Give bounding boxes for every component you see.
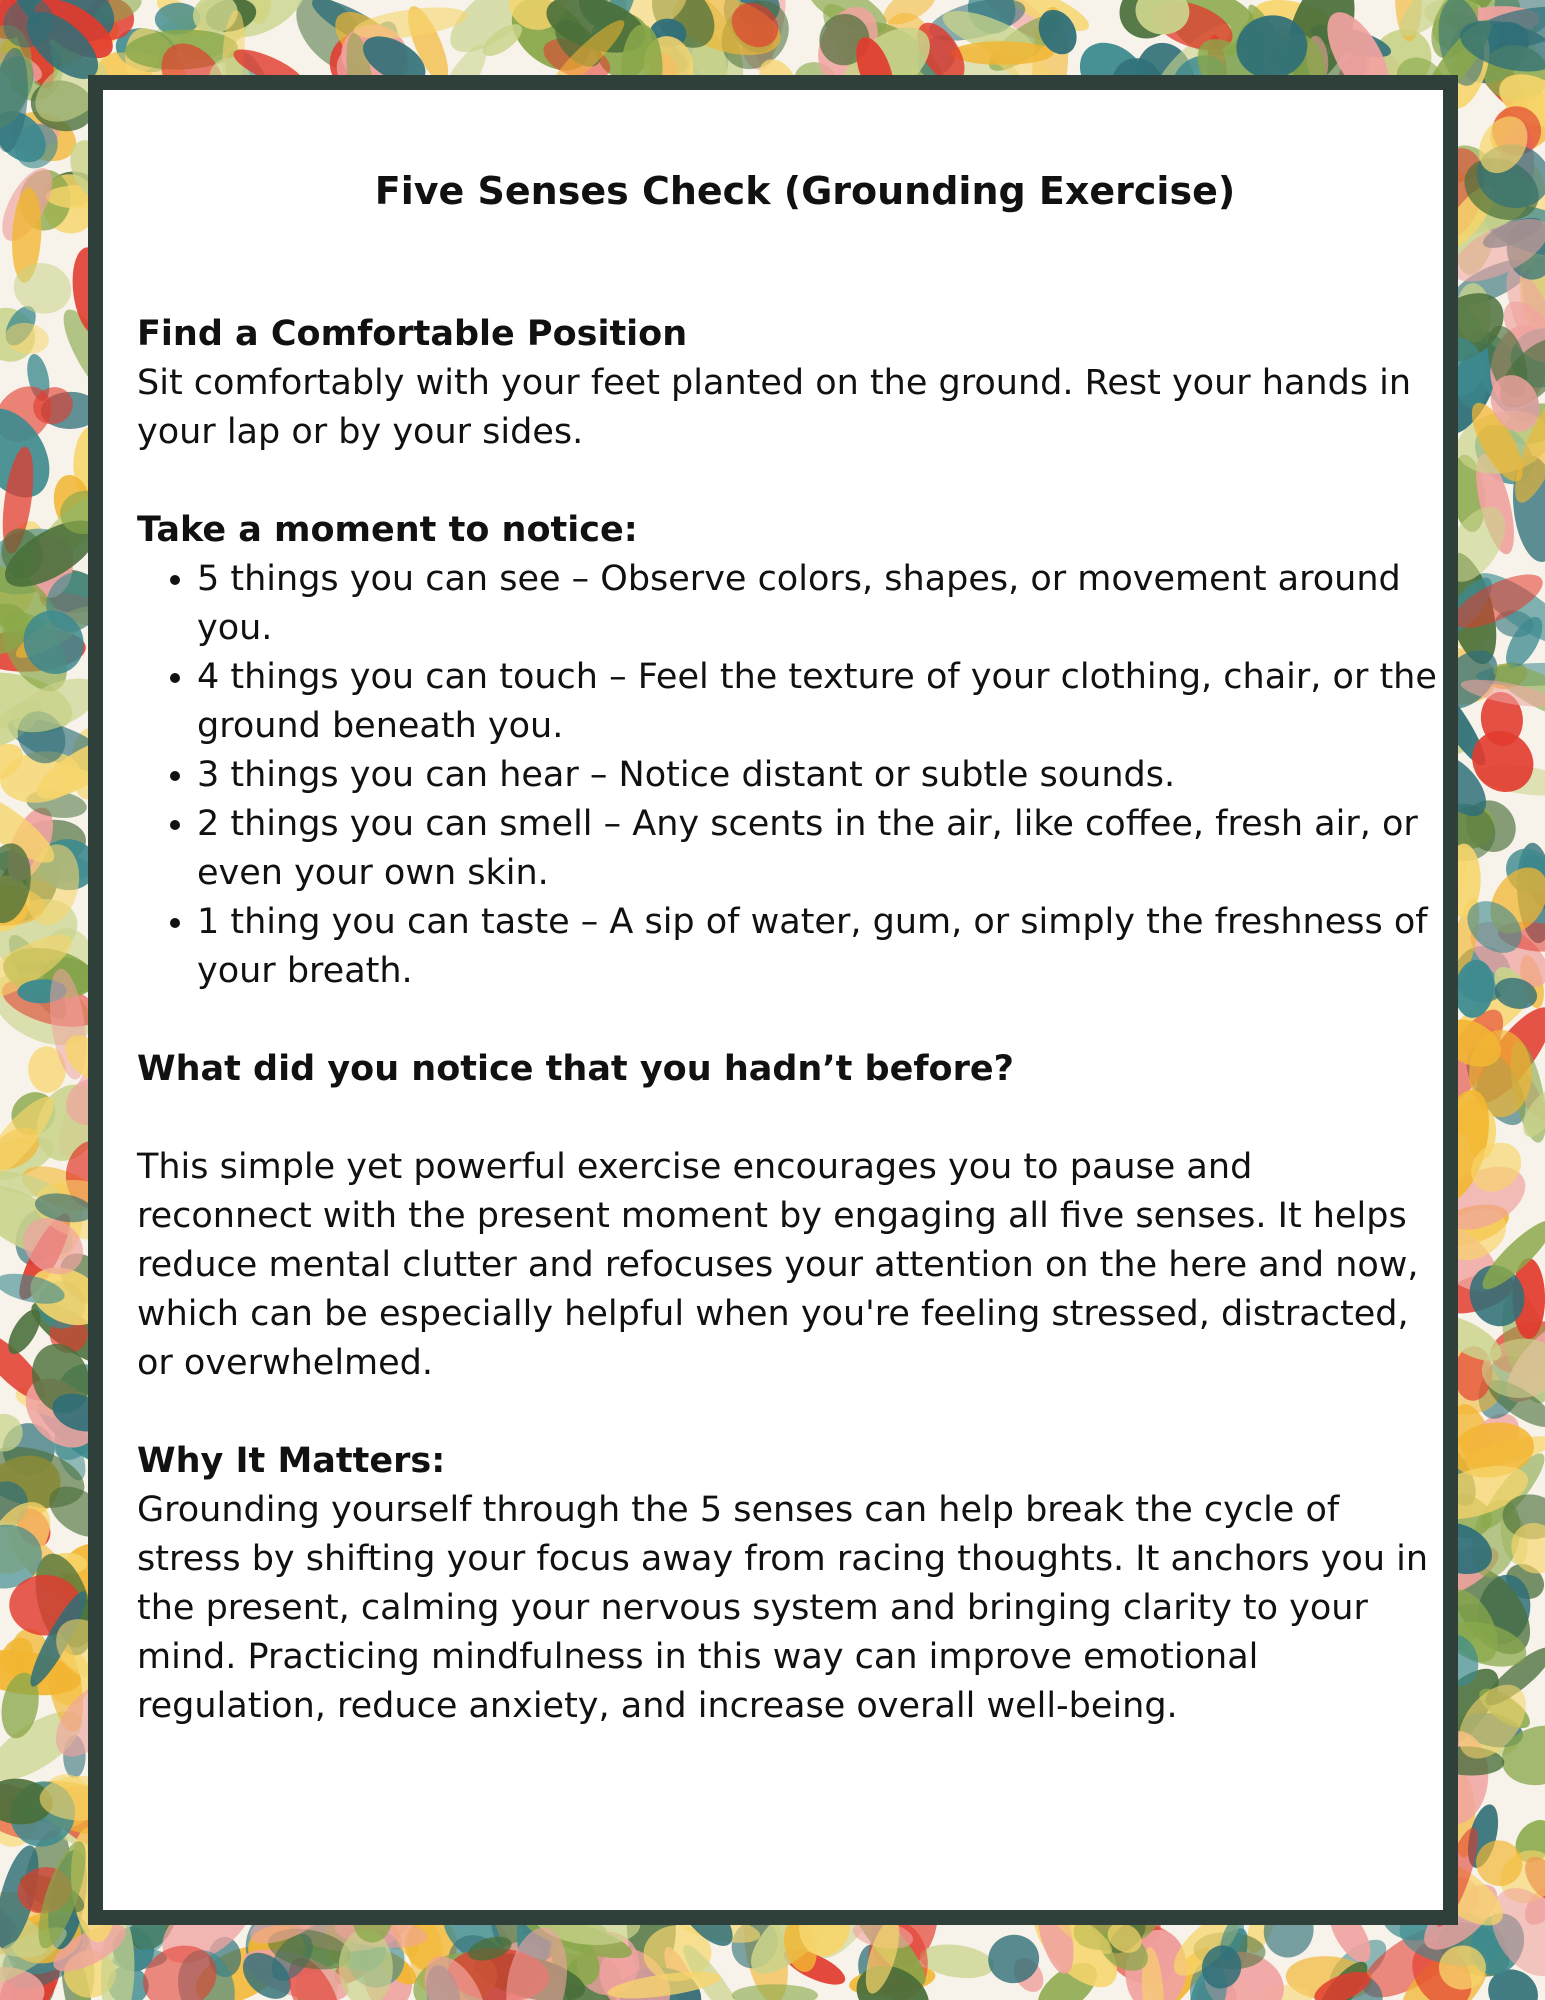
list-item: • 2 things you can smell – Any scents in the air, like coffee, fresh air, or even your own skin. [197,800,1437,898]
document-content [137,167,1437,1731]
list-item: • 3 things you can hear – Notice distant or subtle sounds. [197,751,1437,800]
content-frame [88,75,1458,1925]
list-item: • 5 things you can see – Observe colors, shapes, or movement around you. [197,555,1437,653]
notice-heading: Take a moment to notice: [137,510,638,550]
paper-panel [103,90,1443,1910]
matters-heading: Why It Matters: [137,1441,446,1481]
position-heading: Find a Comfortable Position [137,314,688,354]
notice-section [137,506,1437,555]
matters-text: Grounding yourself through the 5 senses can help break the cycle of stress by shifting your focus away from racing thoughts. It anchors you in the present, calming your nervous system and bringing clarity to your mind. Practicing mindfulness in this way can improve emotional regulation, reduce anxiety, and increase overall well-being. [137,1490,1429,1726]
page-title: Five Senses Check (Grounding Exercise) [374,169,1236,213]
list-item: • 4 things you can touch – Feel the texture of your clothing, chair, or the ground beneath you. [197,653,1437,751]
question-text: What did you notice that you hadn’t before? [137,1049,1014,1089]
reflection-question [137,1045,1437,1094]
list-item: • 1 thing you can taste – A sip of water, gum, or simply the freshness of your breath. [197,898,1437,996]
matters-section [137,1437,1437,1731]
summary-paragraph: This simple yet powerful exercise encourages you to pause and reconnect with the present moment by engaging all five senses. It helps reduce mental clutter and refocuses your attention on the here and now, which can be especially helpful when you're feeling stressed, distracted, or overwhelmed. [137,1147,1419,1383]
senses-list [137,555,1437,996]
position-section [137,310,1437,457]
position-text: Sit comfortably with your feet planted on the ground. Rest your hands in your lap or by your sides. [137,363,1412,452]
